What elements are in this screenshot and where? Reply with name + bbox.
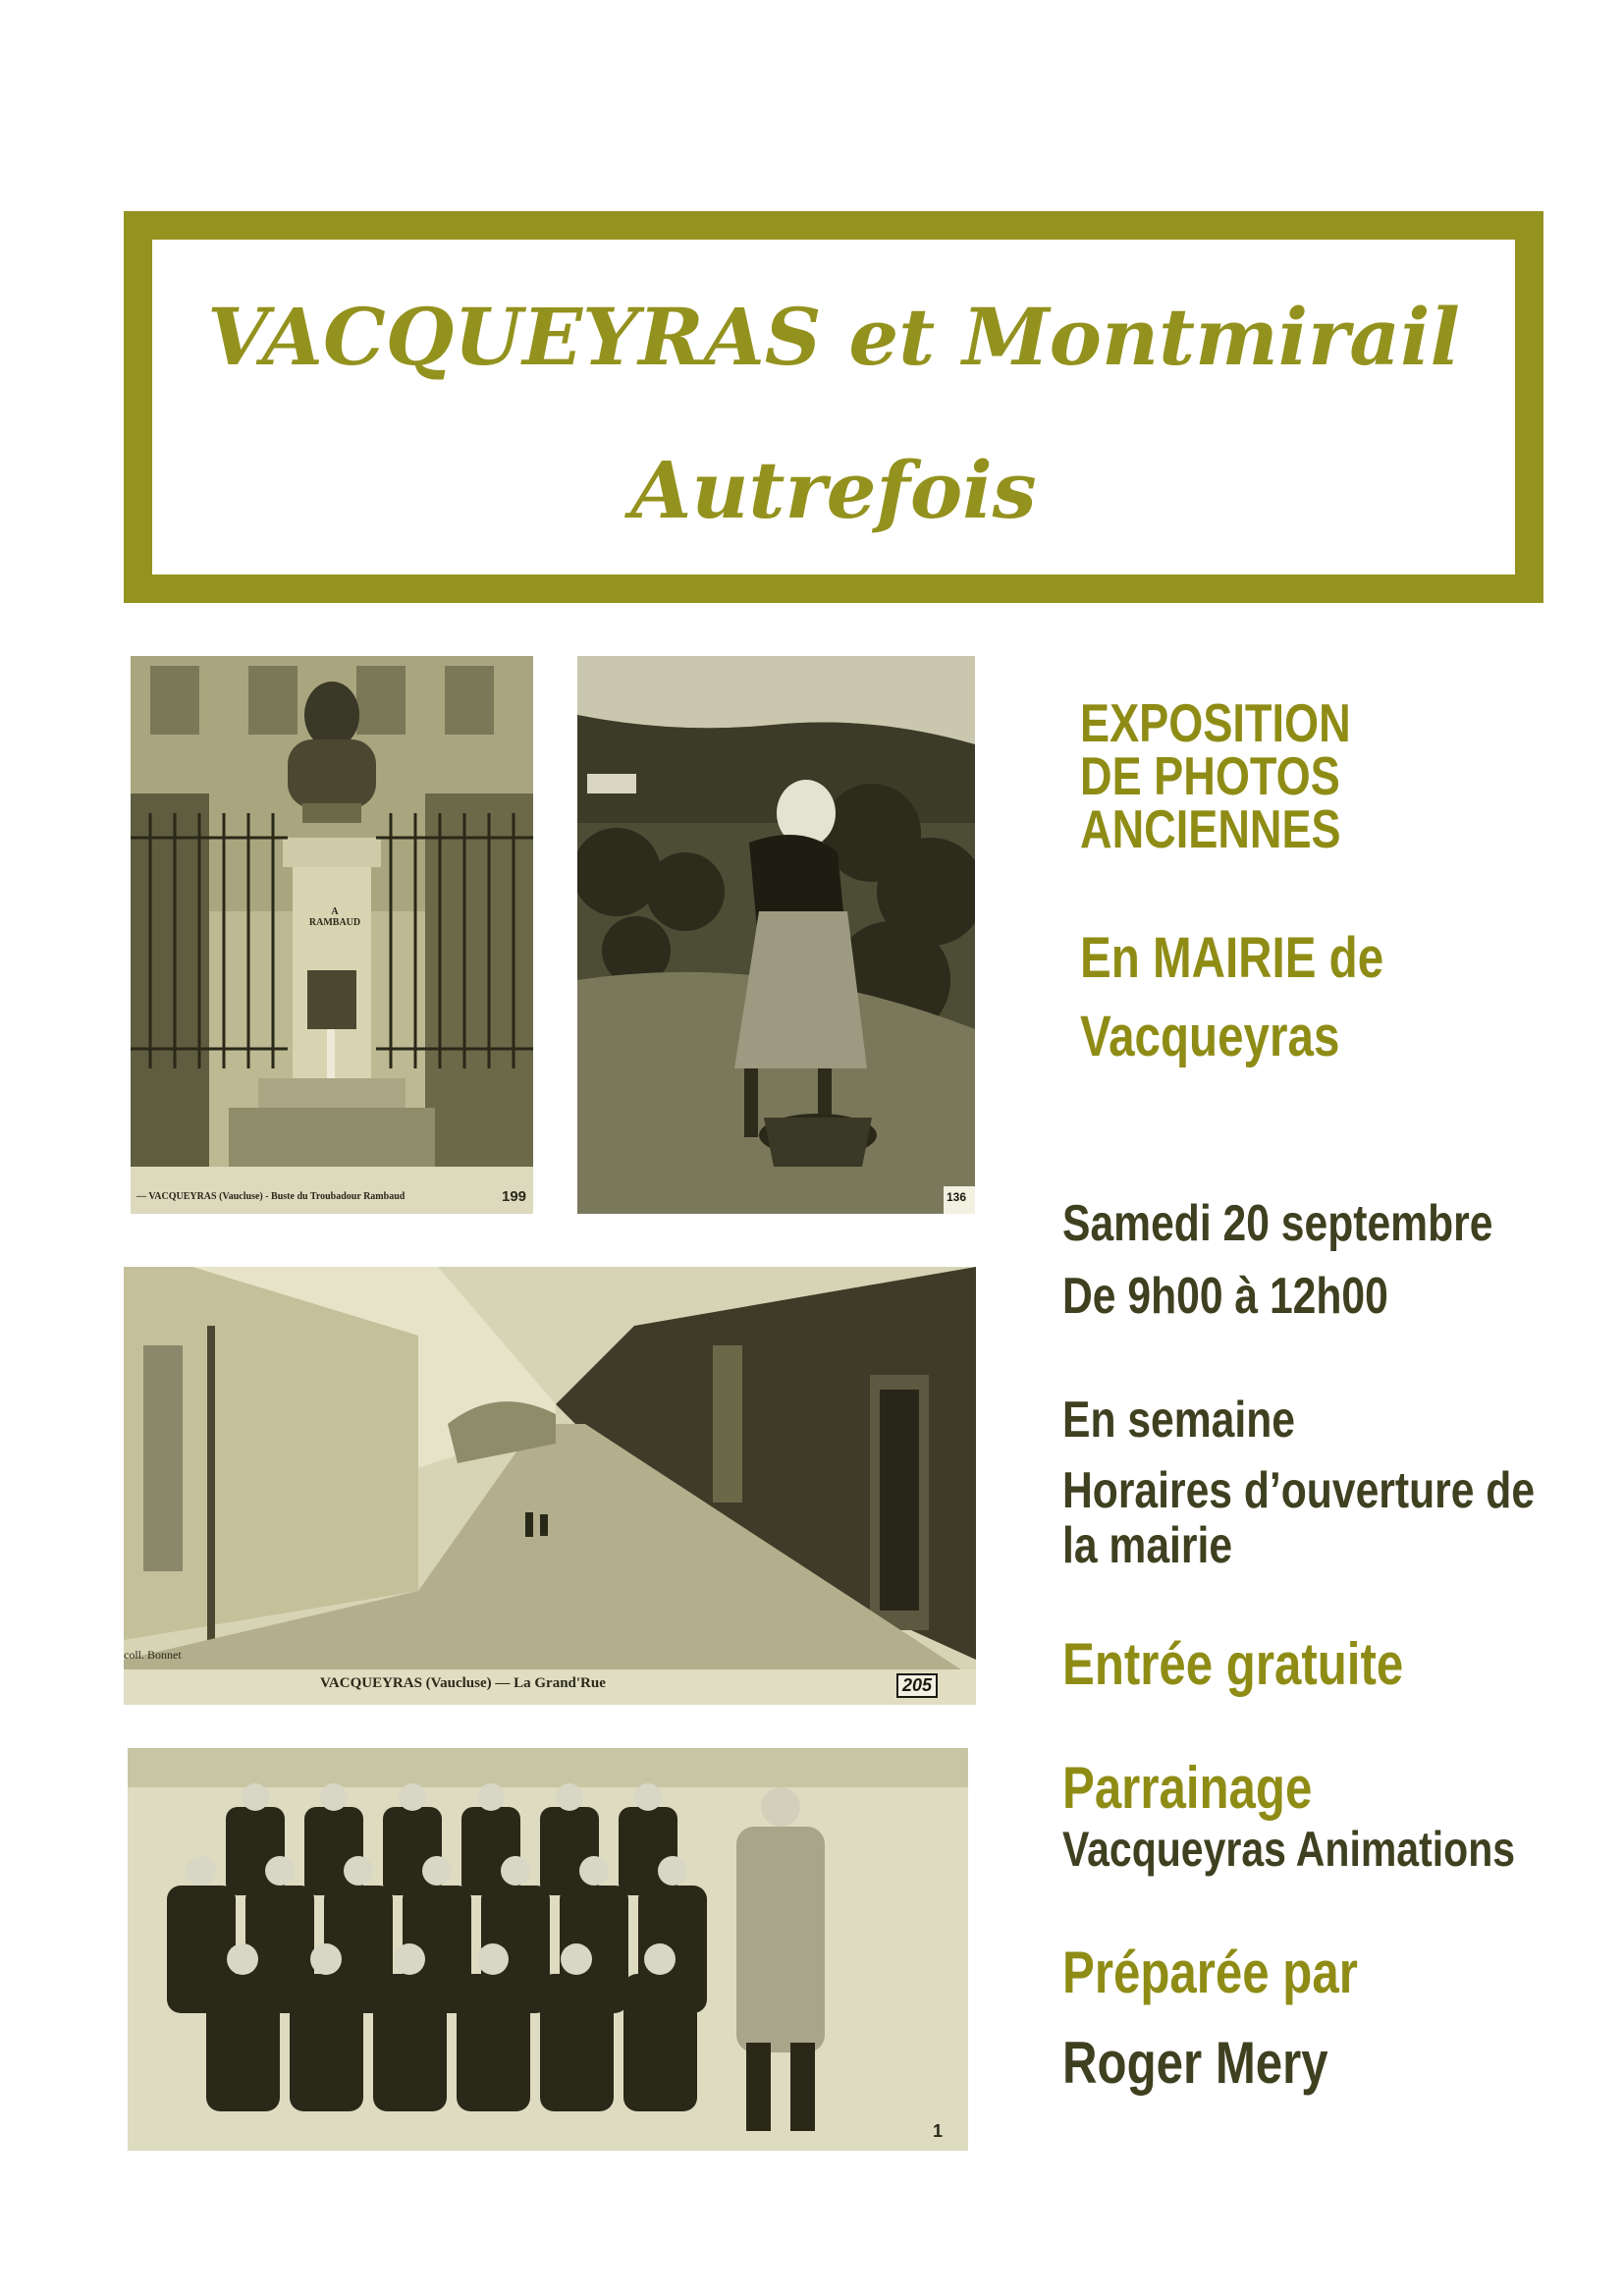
expo-line-2: DE PHOTOS [1080,745,1340,806]
expo-line-3: ANCIENNES [1080,798,1341,859]
vineyard-illustration [577,656,975,1214]
semaine-label: En semaine [1062,1392,1296,1449]
expo-line-1: EXPOSITION [1080,692,1351,753]
class-illustration [128,1748,968,2151]
title-frame [124,211,1543,603]
fountain-number: 199 [502,1188,527,1205]
title-line-2: Autrefois [630,444,1037,536]
horaires-line-2: la mairie [1062,1517,1233,1574]
horaires-line-1: Horaires d’ouverture de [1062,1462,1536,1519]
vineyard-number: 136 [947,1190,967,1204]
fountain-illustration [131,656,533,1214]
street-illustration [124,1267,976,1705]
parrainage-label: Parrainage [1062,1755,1313,1821]
fountain-caption: — VACQUEYRAS (Vaucluse) - Buste du Troubadour Rambaud [136,1191,406,1202]
title-line-1: VACQUEYRAS et Montmirail [207,291,1460,383]
street-credit: coll. Bonnet [124,1648,182,1662]
class-number: 1 [933,2121,944,2141]
mairie-line-2: Vacqueyras [1080,1005,1340,1068]
event-date: Samedi 20 septembre [1062,1195,1493,1252]
photo-vineyard [577,656,975,1214]
parrain-name: Vacqueyras Animations [1062,1822,1516,1877]
entree-gratuite: Entrée gratuite [1062,1631,1404,1697]
photo-street [124,1267,976,1705]
preparee-label: Préparée par [1062,1940,1358,2005]
fountain-plaque: A RAMBAUD [308,906,361,928]
street-number: 205 [896,1673,938,1698]
street-caption: VACQUEYRAS (Vaucluse) — La Grand'Rue [320,1675,606,1691]
event-hours: De 9h00 à 12h00 [1062,1268,1388,1325]
photo-class [128,1748,968,2151]
author-name: Roger Mery [1062,2030,1328,2096]
mairie-line-1: En MAIRIE de [1080,926,1384,990]
photo-fountain [131,656,533,1214]
